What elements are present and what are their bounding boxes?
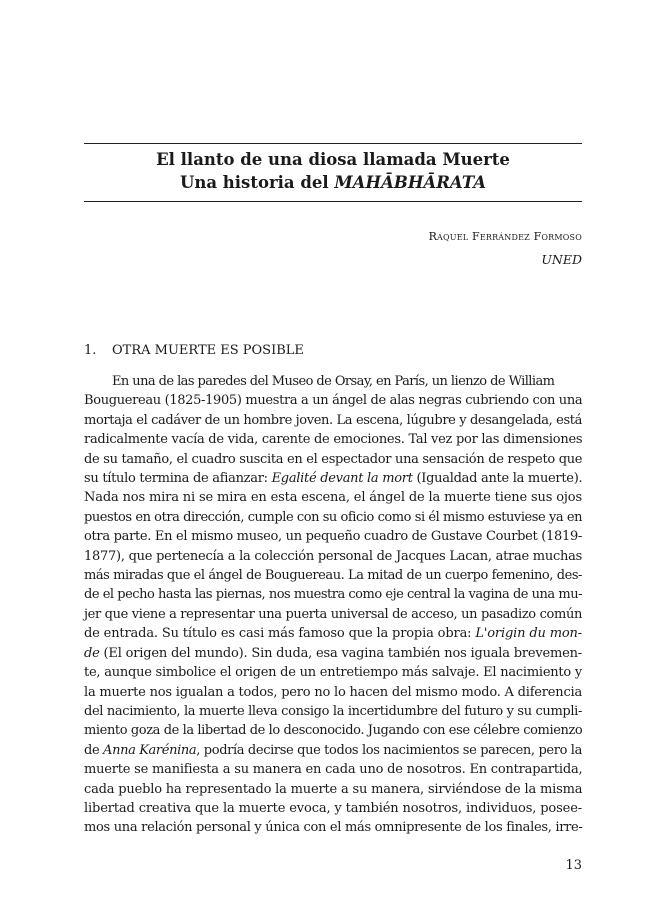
text-span: cada pueblo ha representado la muerte a su manera, sirviéndose de la misma xyxy=(84,781,583,797)
author-name: Raquel Ferrández Formoso xyxy=(428,230,582,243)
text-line xyxy=(84,469,582,488)
text-span: (El origen del mundo). Sin duda, esa vagina también nos iguala brevemen- xyxy=(99,645,582,661)
text-line xyxy=(84,644,582,663)
text-line xyxy=(84,818,582,837)
text-span: Nada nos mira ni se mira en esta escena, el ángel de la muerte tiene sus ojos xyxy=(84,490,582,506)
text-span: del nacimiento, la muerte lleva consigo la incertidumbre del futuro y su cumpli- xyxy=(84,703,582,719)
text-span: de su tamaño, el cuadro suscita en el espectador una sensación de respeto que xyxy=(84,451,583,467)
text-line xyxy=(84,430,582,449)
text-line xyxy=(84,566,582,585)
italic-span: de xyxy=(84,645,100,661)
text-span: de el pecho hasta las piernas, nos muestra como eje central la vagina de una mu- xyxy=(84,587,582,603)
text-line xyxy=(84,411,582,430)
text-line xyxy=(84,450,582,469)
text-line xyxy=(84,663,582,682)
text-line xyxy=(84,702,582,721)
text-line xyxy=(84,721,582,740)
text-span: miento goza de la libertad de lo desconocido. Jugando con ese célebre comienzo xyxy=(84,723,583,739)
text-span: su título termina de afianzar: xyxy=(84,471,272,487)
text-span: de entrada. Su título es casi más famoso que la propia obra: xyxy=(84,626,476,642)
text-span: te, aunque simbolice el origen de un entretiempo más salvaje. El nacimiento y xyxy=(84,665,582,681)
title-line-1: El llanto de una diosa llamada Muerte xyxy=(156,150,510,169)
text-line xyxy=(84,547,582,566)
text-line xyxy=(84,624,582,643)
text-span: otra parte. En el mismo museo, un pequeño cuadro de Gustave Courbet (1819- xyxy=(84,529,582,545)
text-line xyxy=(84,605,582,624)
italic-span: L'origin du mon- xyxy=(475,626,582,642)
text-line xyxy=(84,799,582,818)
text-line xyxy=(84,683,582,702)
title-rule-top xyxy=(84,143,582,144)
body-paragraph xyxy=(84,372,582,838)
section-heading xyxy=(84,343,304,358)
text-span: puestos en otra dirección, cumple con su oficio como si él mismo estuviese ya en xyxy=(84,509,582,525)
text-line xyxy=(84,760,582,779)
text-span: , podría decirse que todos los nacimientos se parecen, pero la xyxy=(196,742,582,758)
text-span: mortaja el cadáver de un hombre joven. La escena, lúgubre y desangelada, está xyxy=(84,412,582,428)
text-span: radicalmente vacía de vida, carente de emociones. Tal vez por las dimensiones xyxy=(84,432,583,448)
text-line xyxy=(84,488,582,507)
author-affiliation: UNED xyxy=(541,252,582,267)
title-line-2-italic: MAHĀBHĀRATA xyxy=(334,173,487,192)
text-span: muerte se manifiesta a su manera en cada uno de nosotros. En contrapartida, xyxy=(84,762,583,778)
section-number: 1. xyxy=(84,343,97,358)
text-span: libertad creativa que la muerte evoca, y también nosotros, individuos, posee- xyxy=(84,800,582,816)
text-span: (Igualdad ante la muerte). xyxy=(412,471,583,487)
text-line xyxy=(84,741,582,760)
italic-span: Egalité devant la mort xyxy=(271,471,413,487)
text-line xyxy=(84,527,582,546)
text-span: Bouguereau (1825-1905) muestra a un ángel de alas negras cubriendo con una xyxy=(84,393,583,409)
text-span: 1877), que pertenecía a la colección personal de Jacques Lacan, atrae muchas xyxy=(84,548,582,564)
text-line xyxy=(84,585,582,604)
title-line-2 xyxy=(84,171,582,194)
title-line-2-prefix: Una historia del xyxy=(179,173,335,192)
page-number: 13 xyxy=(565,858,582,873)
text-line xyxy=(84,391,582,410)
text-span: de xyxy=(84,742,104,758)
text-span: jer que viene a representar una puerta universal de acceso, un pasadizo común xyxy=(84,606,582,622)
text-line xyxy=(84,780,582,799)
title-rule-bottom xyxy=(84,201,582,202)
text-span: la muerte nos igualan a todos, pero no lo hacen del mismo modo. A diferencia xyxy=(84,684,582,700)
italic-span: Anna Karénina xyxy=(103,742,197,758)
text-span: En una de las paredes del Museo de Orsay, en París, un lienzo de William xyxy=(112,374,555,389)
section-title: OTRA MUERTE ES POSIBLE xyxy=(112,343,304,358)
text-span: más miradas que el ángel de Bouguereau. La mitad de un cuerpo femenino, des- xyxy=(84,568,582,584)
article-title xyxy=(84,148,582,194)
text-line xyxy=(84,508,582,527)
text-span: mos una relación personal y única con el más omnipresente de los finales, irre- xyxy=(84,820,583,836)
text-line xyxy=(84,372,582,391)
